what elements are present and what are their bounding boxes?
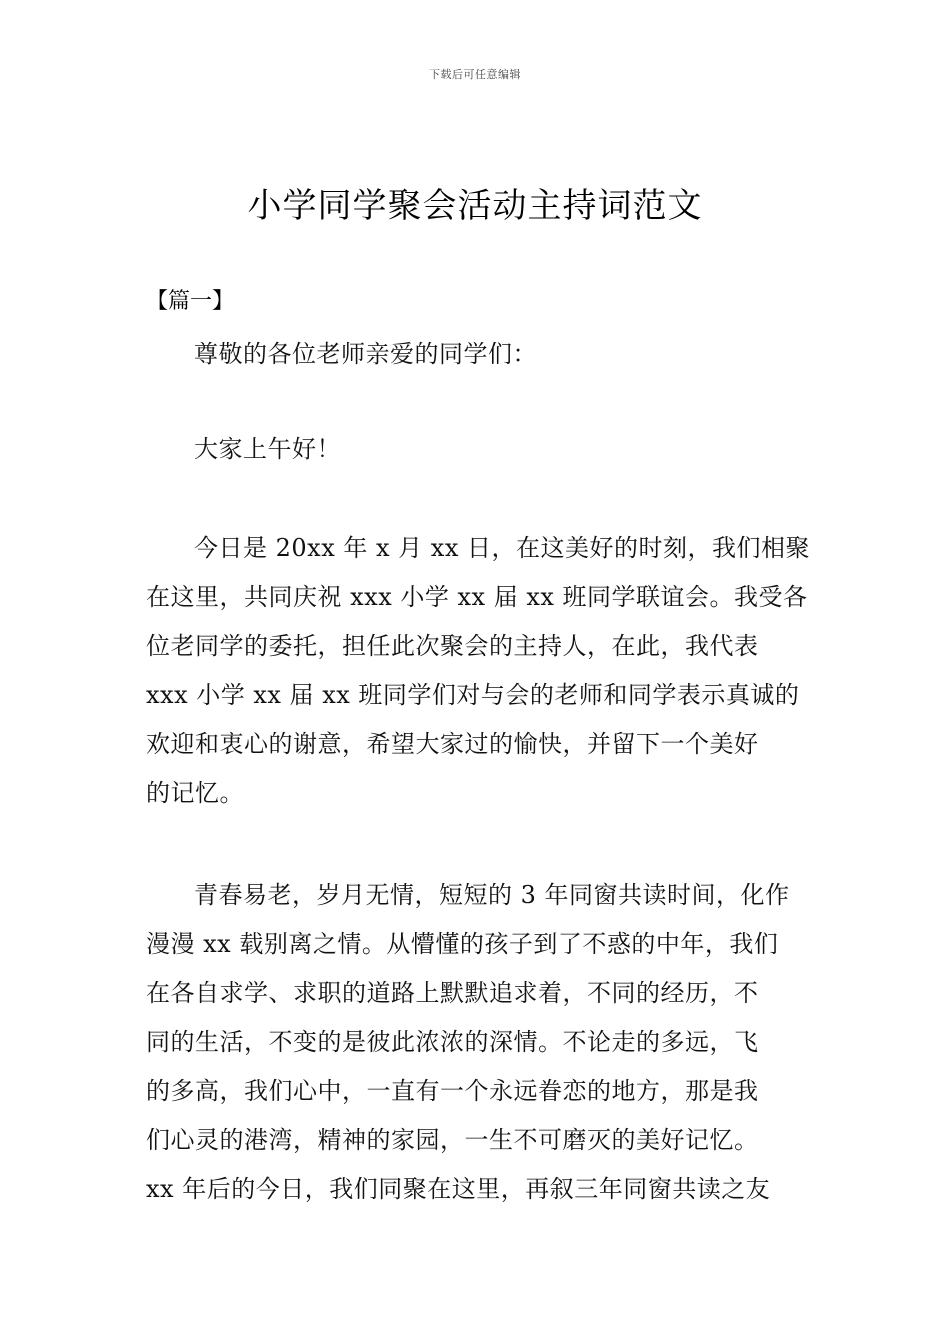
paragraph-line: 在这里，共同庆祝 xxx 小学 xx 届 xx 班同学联谊会。我受各	[146, 583, 808, 611]
paragraph-line: 的记忆。	[146, 779, 244, 807]
header-note: 下载后可任意编辑	[429, 68, 521, 81]
paragraph-line: 今日是 20xx 年 x 月 xx 日，在这美好的时刻，我们相聚	[194, 534, 810, 562]
document-title: 小学同学聚会活动主持词范文	[247, 186, 703, 226]
paragraph-line: 漫漫 xx 载别离之情。从懵懂的孩子到了不惑的中年，我们	[146, 930, 779, 958]
paragraph-1	[146, 524, 826, 818]
section-label: 【篇一】	[146, 289, 235, 314]
greeting-line: 尊敬的各位老师亲爱的同学们：	[194, 340, 537, 368]
paragraph-line: 在各自求学、求职的道路上默默追求着，不同的经历，不	[146, 979, 759, 1007]
paragraph-line: xx 年后的今日，我们同聚在这里，再叙三年同窗共读之友	[146, 1175, 771, 1203]
paragraph-line: 欢迎和衷心的谢意，希望大家过的愉快，并留下一个美好	[146, 730, 759, 758]
paragraph-line: 青春易老，岁月无情，短短的 3 年同窗共读时间，化作	[194, 881, 790, 909]
hello-paragraph	[146, 425, 826, 474]
greeting-paragraph	[146, 330, 826, 379]
hello-line: 大家上午好！	[194, 435, 341, 463]
paragraph-line: 的多高，我们心中，一直有一个永远眷恋的地方，那是我	[146, 1077, 759, 1105]
paragraph-line: xxx 小学 xx 届 xx 班同学们对与会的老师和同学表示真诚的	[146, 681, 800, 709]
paragraph-line: 同的生活，不变的是彼此浓浓的深情。不论走的多远，飞	[146, 1028, 759, 1056]
paragraph-2	[146, 871, 826, 1214]
paragraph-line: 位老同学的委托，担任此次聚会的主持人，在此，我代表	[146, 632, 759, 660]
paragraph-line: 们心灵的港湾，精神的家园，一生不可磨灭的美好记忆。	[146, 1126, 759, 1154]
